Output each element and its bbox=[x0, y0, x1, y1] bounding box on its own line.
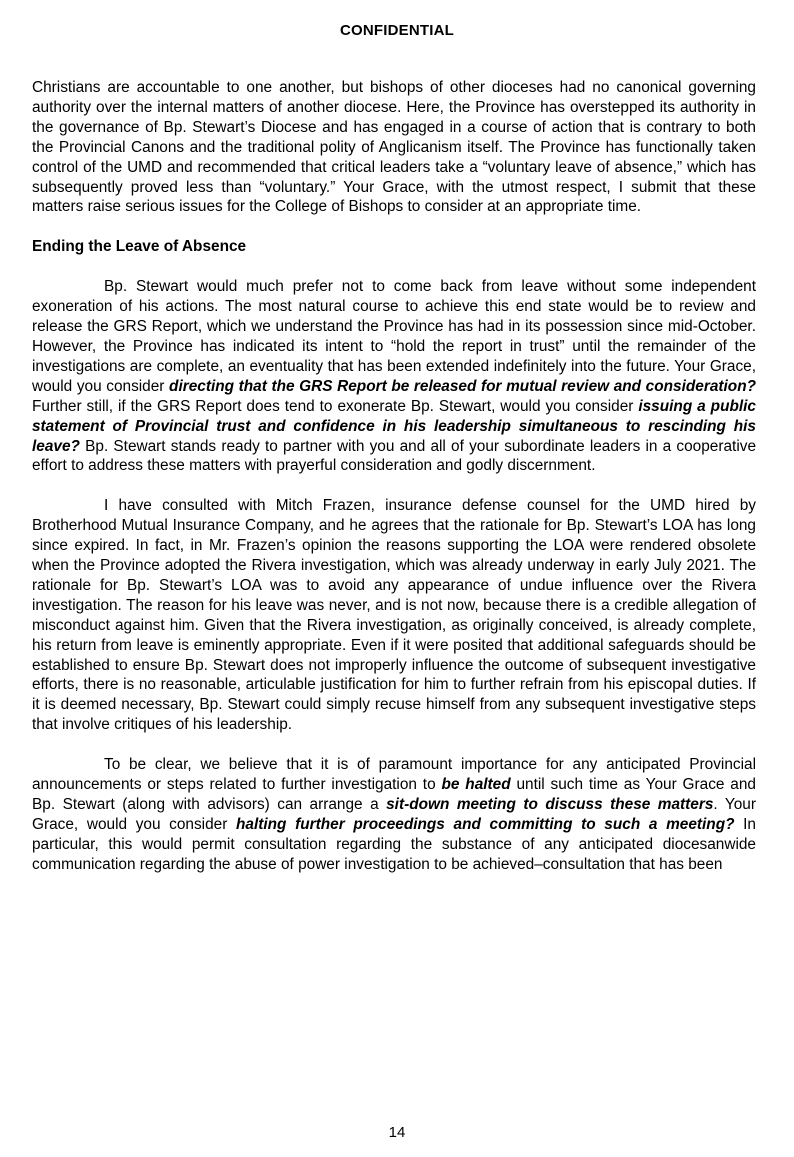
paragraph-text: Further still, if the GRS Report does tend to exonerate Bp. Stewart, would you consider bbox=[32, 397, 639, 415]
paragraph-text: until such time as Your Grace and Bp. Stewart (along with advisors) can arrange a bbox=[32, 776, 756, 813]
paragraph-text: In particular, this would permit consultation regarding the substance of any anticipated diocesanwide communication regarding the abuse of power investigation to be achieved–consultation that has been bbox=[32, 815, 756, 873]
paragraph-ending-leave bbox=[32, 277, 756, 476]
paragraph-halt-proceedings bbox=[32, 755, 756, 874]
emphasis-sit-down-meeting: sit-down meeting to discuss these matters bbox=[386, 796, 714, 813]
paragraph-text: To be clear, we believe that it is of paramount importance for any anticipated Provincial announcements or steps related to further investigation to bbox=[32, 756, 756, 794]
paragraph-intro: Christians are accountable to one another, but bishops of other dioceses had no canonical governing authority over the internal matters of another diocese. Here, the Province has overstepped its authority in the governance of Bp. Stewart’s Diocese and has engaged in a course of action that is contrary to both the Provincial Canons and the traditional polity of Anglicanism itself. The Province has functionally taken control of the UMD and recommended that critical leaders take a “voluntary leave of absence,” which has subsequently proved less than “voluntary.” Your Grace, with the utmost respect, I submit that these matters raise serious issues for the College of Bishops to consider at an appropriate time. bbox=[32, 79, 756, 216]
section-heading: Ending the Leave of Absence bbox=[32, 238, 247, 256]
confidential-header: CONFIDENTIAL bbox=[339, 22, 455, 39]
emphasis-release-report: directing that the GRS Report be released for mutual review and consideration? bbox=[169, 377, 756, 395]
emphasis-halting-proceedings: halting further proceedings and committing to such a meeting? bbox=[236, 815, 735, 833]
paragraph-text: Bp. Stewart stands ready to partner with you and all of your subordinate leaders in a cooperative effort to address these matters with prayerful consideration and godly discernment. bbox=[32, 437, 756, 475]
page-number: 14 bbox=[388, 1124, 406, 1141]
paragraph-text: Bp. Stewart would much prefer not to come back from leave without some independent exoneration of his actions. The most natural course to achieve this end state would be to review and release the GRS Report, which we understand the Province has had in its possession since mid-October. However, the Province has indicated its intent to “hold the report in trust” until the remainder of the investigations are complete, an eventuality that has been extended indefinitely into the future. Your Grace, would you consider bbox=[32, 278, 756, 395]
paragraph-text: . Your Grace, would you consider bbox=[32, 796, 756, 833]
emphasis-public-statement: issuing a public statement of Provincial trust and confidence in his leadership simultaneous to rescinding his leave? bbox=[32, 397, 756, 455]
emphasis-be-halted: be halted bbox=[441, 776, 511, 794]
document-body bbox=[32, 78, 756, 875]
paragraph-counsel: I have consulted with Mitch Frazen, insurance defense counsel for the UMD hired by Brotherhood Mutual Insurance Company, and he agrees that the rationale for Bp. Stewart’s LOA has long since expired. In fact, in Mr. Frazen’s opinion the reasons supporting the LOA were rendered obsolete when the Province adopted the Rivera investigation, which was already underway in early July 2021. The rationale for Bp. Stewart’s LOA was to avoid any appearance of undue influence over the Rivera investigation. The reason for his leave was never, and is not now, because there is a credible allegation of misconduct against him. Given that the Rivera investigation, as originally conceived, is already complete, his return from leave is eminently appropriate. Even if it were posited that additional safeguards should be established to ensure Bp. Stewart does not improperly influence the outcome of subsequent investigative efforts, there is no reasonable, articulable justification for him to further refrain from his episcopal duties. If it is deemed necessary, Bp. Stewart could simply recuse himself from any subsequent investigative steps that involve critiques of his leadership. bbox=[32, 497, 756, 734]
